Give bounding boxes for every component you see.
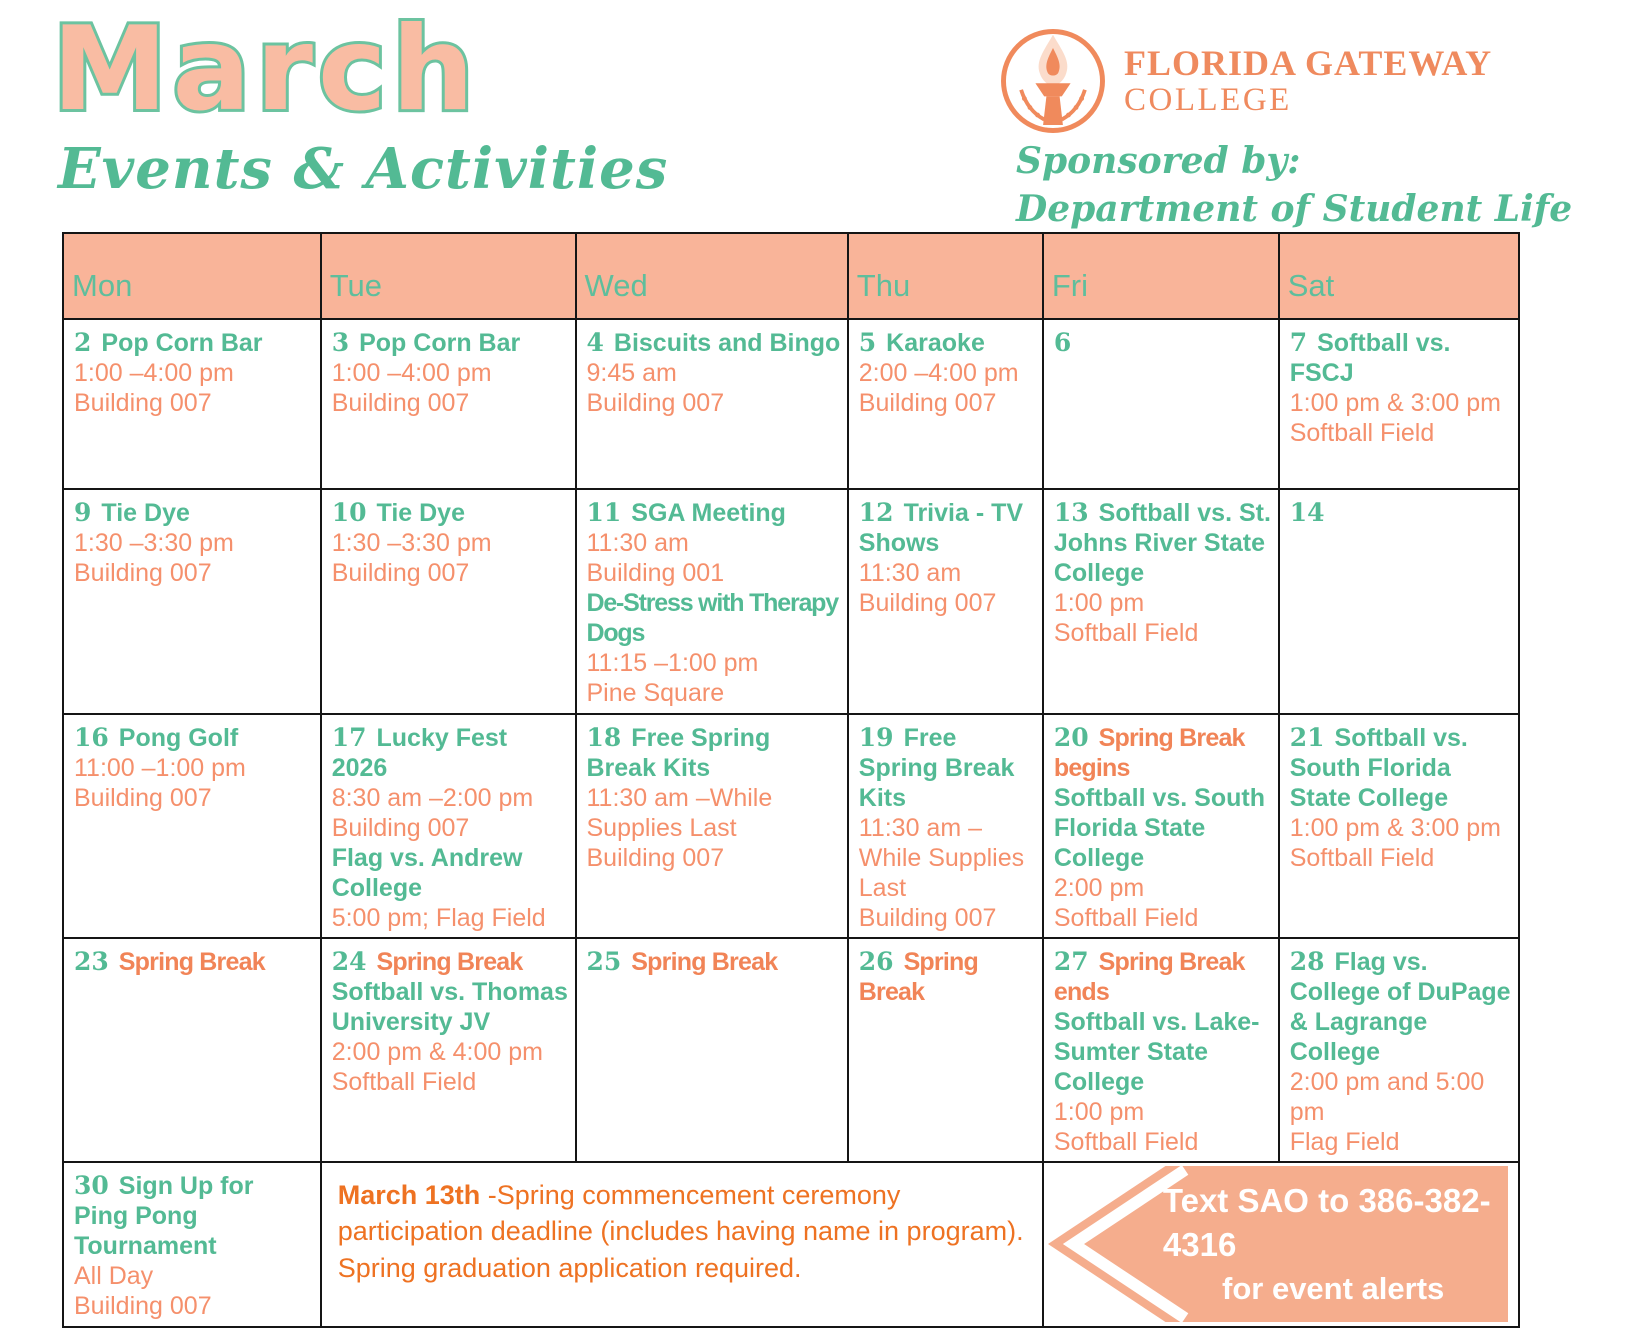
day-number: 5 xyxy=(858,328,877,357)
event-detail: Building 007 xyxy=(858,389,997,417)
sms-alert-banner xyxy=(1048,1166,1508,1322)
event-alert-label: Spring Break xyxy=(118,948,265,976)
cell-first-line xyxy=(1290,498,1512,528)
calendar-weeks-body xyxy=(63,319,1519,1162)
calendar-cell xyxy=(1043,938,1279,1162)
day-header-mon: Mon xyxy=(63,233,321,319)
event-detail: 5:00 pm; Flag Field xyxy=(331,904,546,932)
torch-logo-icon xyxy=(998,26,1108,136)
event-detail: 11:30 am –While Supplies Last xyxy=(586,784,773,842)
event-title: Flag vs. Andrew College xyxy=(331,844,523,902)
calendar-week-row xyxy=(63,319,1519,489)
calendar-table xyxy=(62,232,1520,1328)
event-alert-label: Spring Break ends xyxy=(1053,948,1245,1006)
day-header-sat: Sat xyxy=(1279,233,1519,319)
day-number: 20 xyxy=(1053,723,1089,752)
event-detail: Building 007 xyxy=(74,389,212,417)
event-title: Trivia - TV Shows xyxy=(858,499,1024,557)
cell-first-line xyxy=(74,947,314,977)
event-title: Free Spring Break Kits xyxy=(586,724,771,782)
cell-first-line xyxy=(1054,947,1272,1007)
sms-banner-line2: for event alerts xyxy=(1222,1270,1445,1306)
calendar-cell xyxy=(1043,489,1279,714)
event-detail: Softball Field xyxy=(1053,619,1199,647)
event-title: Tie Dye xyxy=(101,499,190,527)
cell-first-line xyxy=(587,498,841,528)
event-detail: Softball Field xyxy=(331,1068,477,1096)
day-number: 28 xyxy=(1289,947,1325,976)
calendar-footer-body xyxy=(63,1162,1519,1327)
event-title: SGA Meeting xyxy=(631,499,786,527)
event-detail: 9:45 am xyxy=(586,359,677,387)
event-title: Softball vs. Lake-Sumter State College xyxy=(1053,1008,1260,1096)
calendar-cell xyxy=(1279,938,1519,1162)
event-title: Lucky Fest 2026 xyxy=(331,724,508,782)
event-alert-label: Spring Break xyxy=(376,948,523,976)
day-number: 4 xyxy=(586,328,604,357)
event-detail: 1:00 pm & 3:00 pm xyxy=(1289,389,1501,417)
calendar-cell xyxy=(576,319,848,489)
calendar-footer-row xyxy=(63,1162,1519,1327)
event-detail: Building 001 xyxy=(586,559,725,587)
event-title: Softball vs. Thomas University JV xyxy=(331,978,568,1036)
college-name xyxy=(1124,42,1493,118)
day-number: 11 xyxy=(586,498,622,527)
calendar-cell xyxy=(1279,489,1519,714)
department-label: Department of Student Life xyxy=(1016,188,1573,230)
event-title: Flag vs. College of DuPage & Lagrange College xyxy=(1289,948,1511,1066)
event-detail: 1:00 pm & 3:00 pm xyxy=(1289,814,1501,842)
deadline-note xyxy=(332,1171,1036,1286)
day-number: 25 xyxy=(586,947,622,976)
cell-first-line xyxy=(332,328,569,358)
calendar-cell xyxy=(63,1162,321,1327)
day-number: 17 xyxy=(331,723,367,752)
event-title: Tie Dye xyxy=(376,499,465,527)
event-detail: Softball Field xyxy=(1289,844,1435,872)
day-number: 18 xyxy=(586,723,622,752)
event-detail: Building 007 xyxy=(331,559,470,587)
cell-first-line xyxy=(332,723,569,783)
day-header-tue: Tue xyxy=(321,233,576,319)
cell-first-line xyxy=(74,1171,314,1261)
event-detail: 11:00 –1:00 pm xyxy=(74,754,246,782)
event-title: Free Spring Break Kits xyxy=(858,724,1015,812)
sms-banner-line1: Text SAO to 386-382-4316 xyxy=(1162,1181,1491,1264)
cell-first-line xyxy=(1054,723,1272,783)
day-header-thu: Thu xyxy=(848,233,1043,319)
cell-first-line xyxy=(587,328,841,358)
deadline-note-cell xyxy=(321,1162,1043,1327)
cell-first-line xyxy=(1290,947,1512,1067)
college-logo-block xyxy=(998,26,1492,136)
day-number: 3 xyxy=(331,328,350,357)
cell-first-line xyxy=(332,947,569,977)
sms-banner-cell xyxy=(1043,1162,1519,1327)
day-number: 19 xyxy=(858,723,894,752)
day-header-fri: Fri xyxy=(1043,233,1279,319)
day-number: 23 xyxy=(74,947,109,976)
event-alert-label: Spring Break begins xyxy=(1053,724,1245,782)
day-number: 12 xyxy=(858,498,894,527)
event-detail: 11:15 –1:00 pm xyxy=(586,649,759,677)
calendar-cell xyxy=(1043,319,1279,489)
event-detail: Building 007 xyxy=(74,559,212,587)
event-detail: 1:00 –4:00 pm xyxy=(331,359,492,387)
event-title: Biscuits and Bingo xyxy=(613,329,841,357)
event-detail: 2:00 –4:00 pm xyxy=(858,359,1019,387)
deadline-note-date: March 13th xyxy=(337,1180,488,1210)
event-detail: 2:00 pm xyxy=(1053,874,1145,902)
day-header-wed: Wed xyxy=(576,233,848,319)
event-title: Karaoke xyxy=(886,329,985,357)
cell-first-line xyxy=(859,947,1036,1007)
event-title: Softball vs. FSCJ xyxy=(1289,329,1451,387)
event-detail: Building 007 xyxy=(331,814,470,842)
cell-first-line xyxy=(859,498,1036,558)
day-header-row xyxy=(63,233,1519,319)
day-number: 7 xyxy=(1289,328,1308,357)
event-detail: 11:30 am xyxy=(586,529,689,557)
calendar-cell xyxy=(848,938,1043,1162)
event-detail: Flag Field xyxy=(1289,1128,1400,1156)
calendar-cell xyxy=(63,938,321,1162)
event-detail: 2:00 pm & 4:00 pm xyxy=(331,1038,543,1066)
cell-first-line xyxy=(1054,498,1272,588)
calendar-cell xyxy=(1279,319,1519,489)
calendar-cell xyxy=(63,714,321,938)
event-detail: Pine Square xyxy=(586,679,725,707)
event-title: Softball vs. South Florida State College xyxy=(1053,784,1265,872)
day-number: 6 xyxy=(1053,328,1072,357)
day-number: 26 xyxy=(858,947,894,976)
calendar-cell xyxy=(321,938,576,1162)
event-title: Pop Corn Bar xyxy=(101,329,263,357)
event-detail: 2:00 pm and 5:00 pm xyxy=(1289,1068,1485,1126)
calendar-cell xyxy=(321,714,576,938)
day-number: 16 xyxy=(74,723,109,752)
event-detail: Softball Field xyxy=(1053,904,1199,932)
event-detail: Building 007 xyxy=(74,784,212,812)
calendar-week-row xyxy=(63,714,1519,938)
month-title: March xyxy=(52,2,480,137)
cell-first-line xyxy=(1290,328,1512,388)
cell-first-line xyxy=(74,328,314,358)
cell-first-line xyxy=(859,723,1036,813)
cell-first-line xyxy=(332,498,569,528)
day-number: 13 xyxy=(1053,498,1089,527)
college-name-line2: COLLEGE xyxy=(1124,81,1292,118)
event-detail: Softball Field xyxy=(1053,1128,1199,1156)
event-detail: Building 007 xyxy=(858,904,997,932)
calendar-cell xyxy=(848,319,1043,489)
event-detail: Building 007 xyxy=(74,1292,212,1320)
cell-first-line xyxy=(1290,723,1512,813)
event-detail: 8:30 am –2:00 pm xyxy=(331,784,534,812)
event-detail: Building 007 xyxy=(858,589,997,617)
calendar-cell xyxy=(848,489,1043,714)
calendar-cell xyxy=(321,489,576,714)
events-activities-subtitle: Events & Activities xyxy=(58,136,669,202)
calendar-cell xyxy=(321,319,576,489)
cell-first-line xyxy=(74,498,314,528)
event-title: De-Stress with Therapy Dogs xyxy=(586,589,838,647)
calendar-cell xyxy=(63,319,321,489)
day-number: 24 xyxy=(331,947,367,976)
cell-first-line xyxy=(1054,328,1272,358)
event-detail: 1:00 pm xyxy=(1053,589,1145,617)
day-number: 21 xyxy=(1289,723,1325,752)
calendar-week-row xyxy=(63,489,1519,714)
calendar-cell xyxy=(576,938,848,1162)
event-title: Pop Corn Bar xyxy=(359,329,521,357)
event-detail: Building 007 xyxy=(331,389,470,417)
cell-first-line xyxy=(74,723,314,753)
day-number: 27 xyxy=(1053,947,1089,976)
event-detail: 1:00 pm xyxy=(1053,1098,1145,1126)
event-alert-label: Spring Break xyxy=(858,948,978,1006)
sms-banner-text xyxy=(1163,1166,1504,1322)
event-detail: 1:00 –4:00 pm xyxy=(74,359,234,387)
event-title: Sign Up for Ping Pong Tournament xyxy=(74,1172,254,1260)
event-detail: 11:30 am xyxy=(858,559,962,587)
day-number: 10 xyxy=(331,498,367,527)
calendar-week-row xyxy=(63,938,1519,1162)
cell-first-line xyxy=(587,723,841,783)
calendar-cell xyxy=(576,489,848,714)
event-detail: 1:30 –3:30 pm xyxy=(74,529,234,557)
event-alert-label: Spring Break xyxy=(631,948,778,976)
event-detail: Building 007 xyxy=(586,389,725,417)
calendar-cell xyxy=(1279,714,1519,938)
day-number: 14 xyxy=(1289,498,1325,527)
college-name-line1: FLORIDA GATEWAY xyxy=(1124,42,1493,83)
event-detail: 1:30 –3:30 pm xyxy=(331,529,492,557)
calendar-cell xyxy=(1043,714,1279,938)
calendar-cell xyxy=(63,489,321,714)
event-detail: Building 007 xyxy=(586,844,725,872)
event-detail: All Day xyxy=(74,1262,154,1290)
calendar-cell xyxy=(576,714,848,938)
cell-first-line xyxy=(859,328,1036,358)
day-number: 2 xyxy=(74,328,92,357)
calendar-cell xyxy=(848,714,1043,938)
day-number: 30 xyxy=(74,1171,109,1200)
day-number: 9 xyxy=(74,498,92,527)
event-title: Softball vs. St. Johns River State College xyxy=(1053,499,1271,587)
sponsored-by-label: Sponsored by: xyxy=(1016,140,1301,182)
event-title: Pong Golf xyxy=(118,724,239,752)
event-detail: 11:30 am –While Supplies Last xyxy=(858,814,1025,902)
deadline-note-text: -Spring commencement ceremony participation deadline (includes having name in program). Spring graduation application required. xyxy=(337,1180,1024,1283)
event-title: Softball vs. South Florida State College xyxy=(1289,724,1468,812)
cell-first-line xyxy=(587,947,841,977)
event-detail: Softball Field xyxy=(1289,419,1435,447)
